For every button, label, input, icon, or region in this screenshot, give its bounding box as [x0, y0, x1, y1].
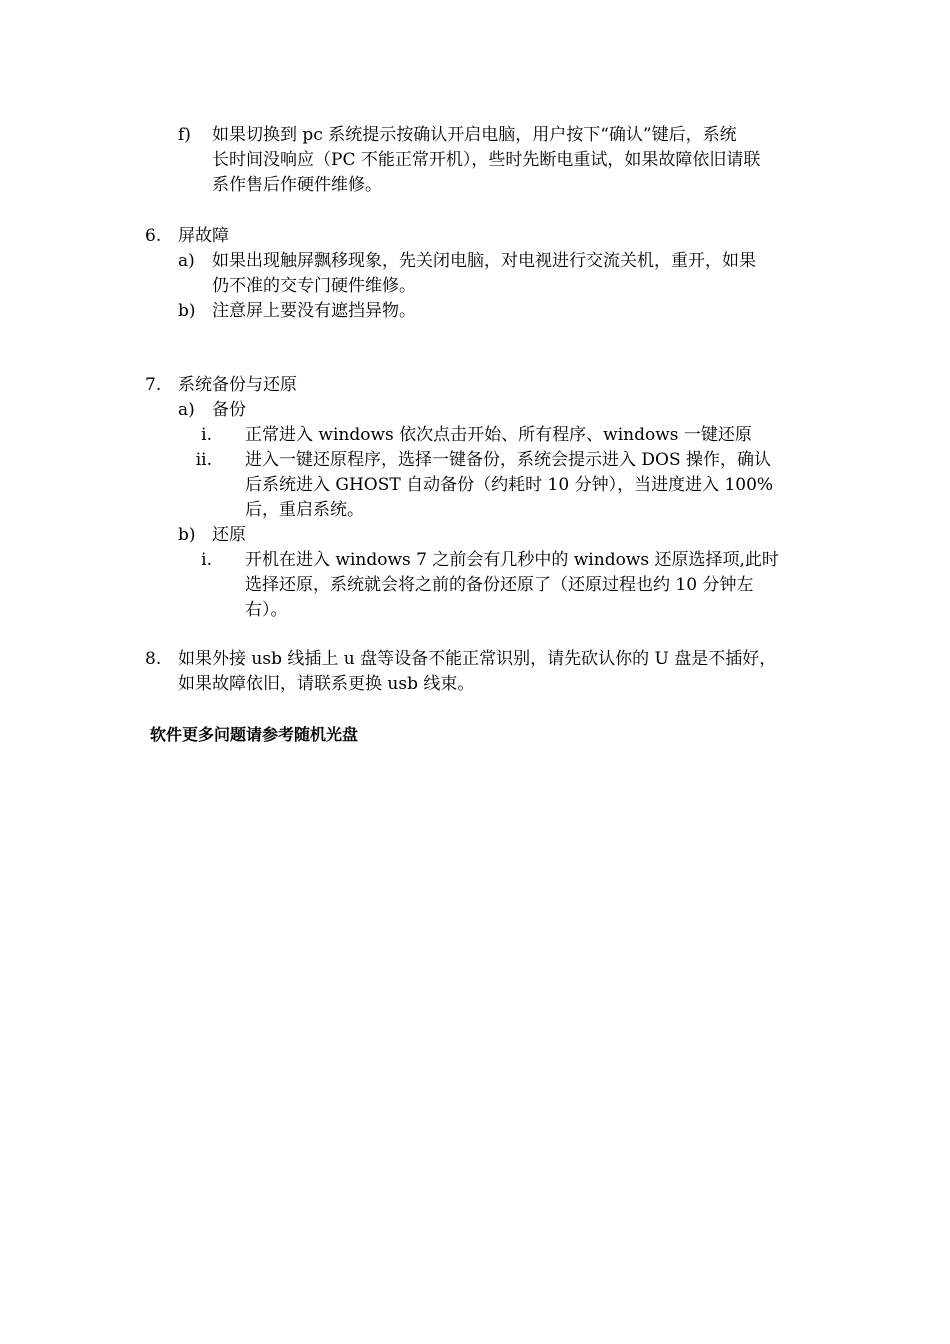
paragraph-line: 仍不准的交专门硬件维修。 — [212, 276, 416, 296]
list-marker: b) — [178, 525, 196, 545]
list-marker: i. — [201, 425, 212, 445]
section-number: 7. — [145, 375, 162, 395]
subsection-title: 备份 — [212, 400, 246, 420]
section-number: 8. — [145, 649, 162, 669]
list-item-f — [0, 123, 950, 198]
list-marker: f) — [178, 125, 191, 145]
section-title: 系统备份与还原 — [178, 375, 297, 395]
list-marker: ii. — [195, 450, 212, 470]
paragraph-line: 后系统进入 GHOST 自动备份（约耗时 10 分钟），当进度进入 100% — [245, 475, 774, 495]
paragraph-line: 如果切换到 pc 系统提示按确认开启电脑，用户按下“确认”键后，系统 — [212, 125, 737, 145]
section-8 — [0, 647, 950, 697]
paragraph-line: 后，重启系统。 — [245, 500, 364, 520]
paragraph-line: 长时间没响应（PC 不能正常开机），些时先断电重试，如果故障依旧请联 — [212, 150, 761, 170]
section-7 — [0, 373, 950, 623]
paragraph-line: 注意屏上要没有遮挡异物。 — [212, 301, 416, 321]
section-number: 6. — [145, 226, 162, 246]
paragraph-line: 右）。 — [245, 600, 288, 620]
subsection-title: 还原 — [212, 525, 246, 545]
paragraph-line: 如果外接 usb 线插上 u 盘等设备不能正常识别，请先砍认你的 U 盘是不插好， — [178, 649, 777, 669]
paragraph-line: 开机在进入 windows 7 之前会有几秒中的 windows 还原选择项,此时 — [245, 550, 779, 570]
paragraph-line: 选择还原，系统就会将之前的备份还原了（还原过程也约 10 分钟左 — [245, 575, 754, 595]
paragraph-line: 正常进入 windows 依次点击开始、所有程序、windows 一键还原 — [245, 425, 752, 445]
footer-note: 软件更多问题请参考随机光盘 — [150, 725, 359, 744]
paragraph-line: 系作售后作硬件维修。 — [212, 175, 382, 195]
paragraph-line: 如果出现触屏飘移现象，先关闭电脑，对电视进行交流关机，重开，如果 — [212, 251, 756, 271]
list-marker: b) — [178, 301, 196, 321]
paragraph-line: 如果故障依旧，请联系更换 usb 线束。 — [178, 674, 475, 694]
paragraph-line: 进入一键还原程序，选择一键备份，系统会提示进入 DOS 操作，确认 — [245, 450, 772, 470]
list-marker: a) — [178, 400, 195, 420]
section-6 — [0, 224, 950, 324]
list-marker: a) — [178, 251, 195, 271]
list-marker: i. — [201, 550, 212, 570]
section-title: 屏故障 — [178, 226, 229, 246]
